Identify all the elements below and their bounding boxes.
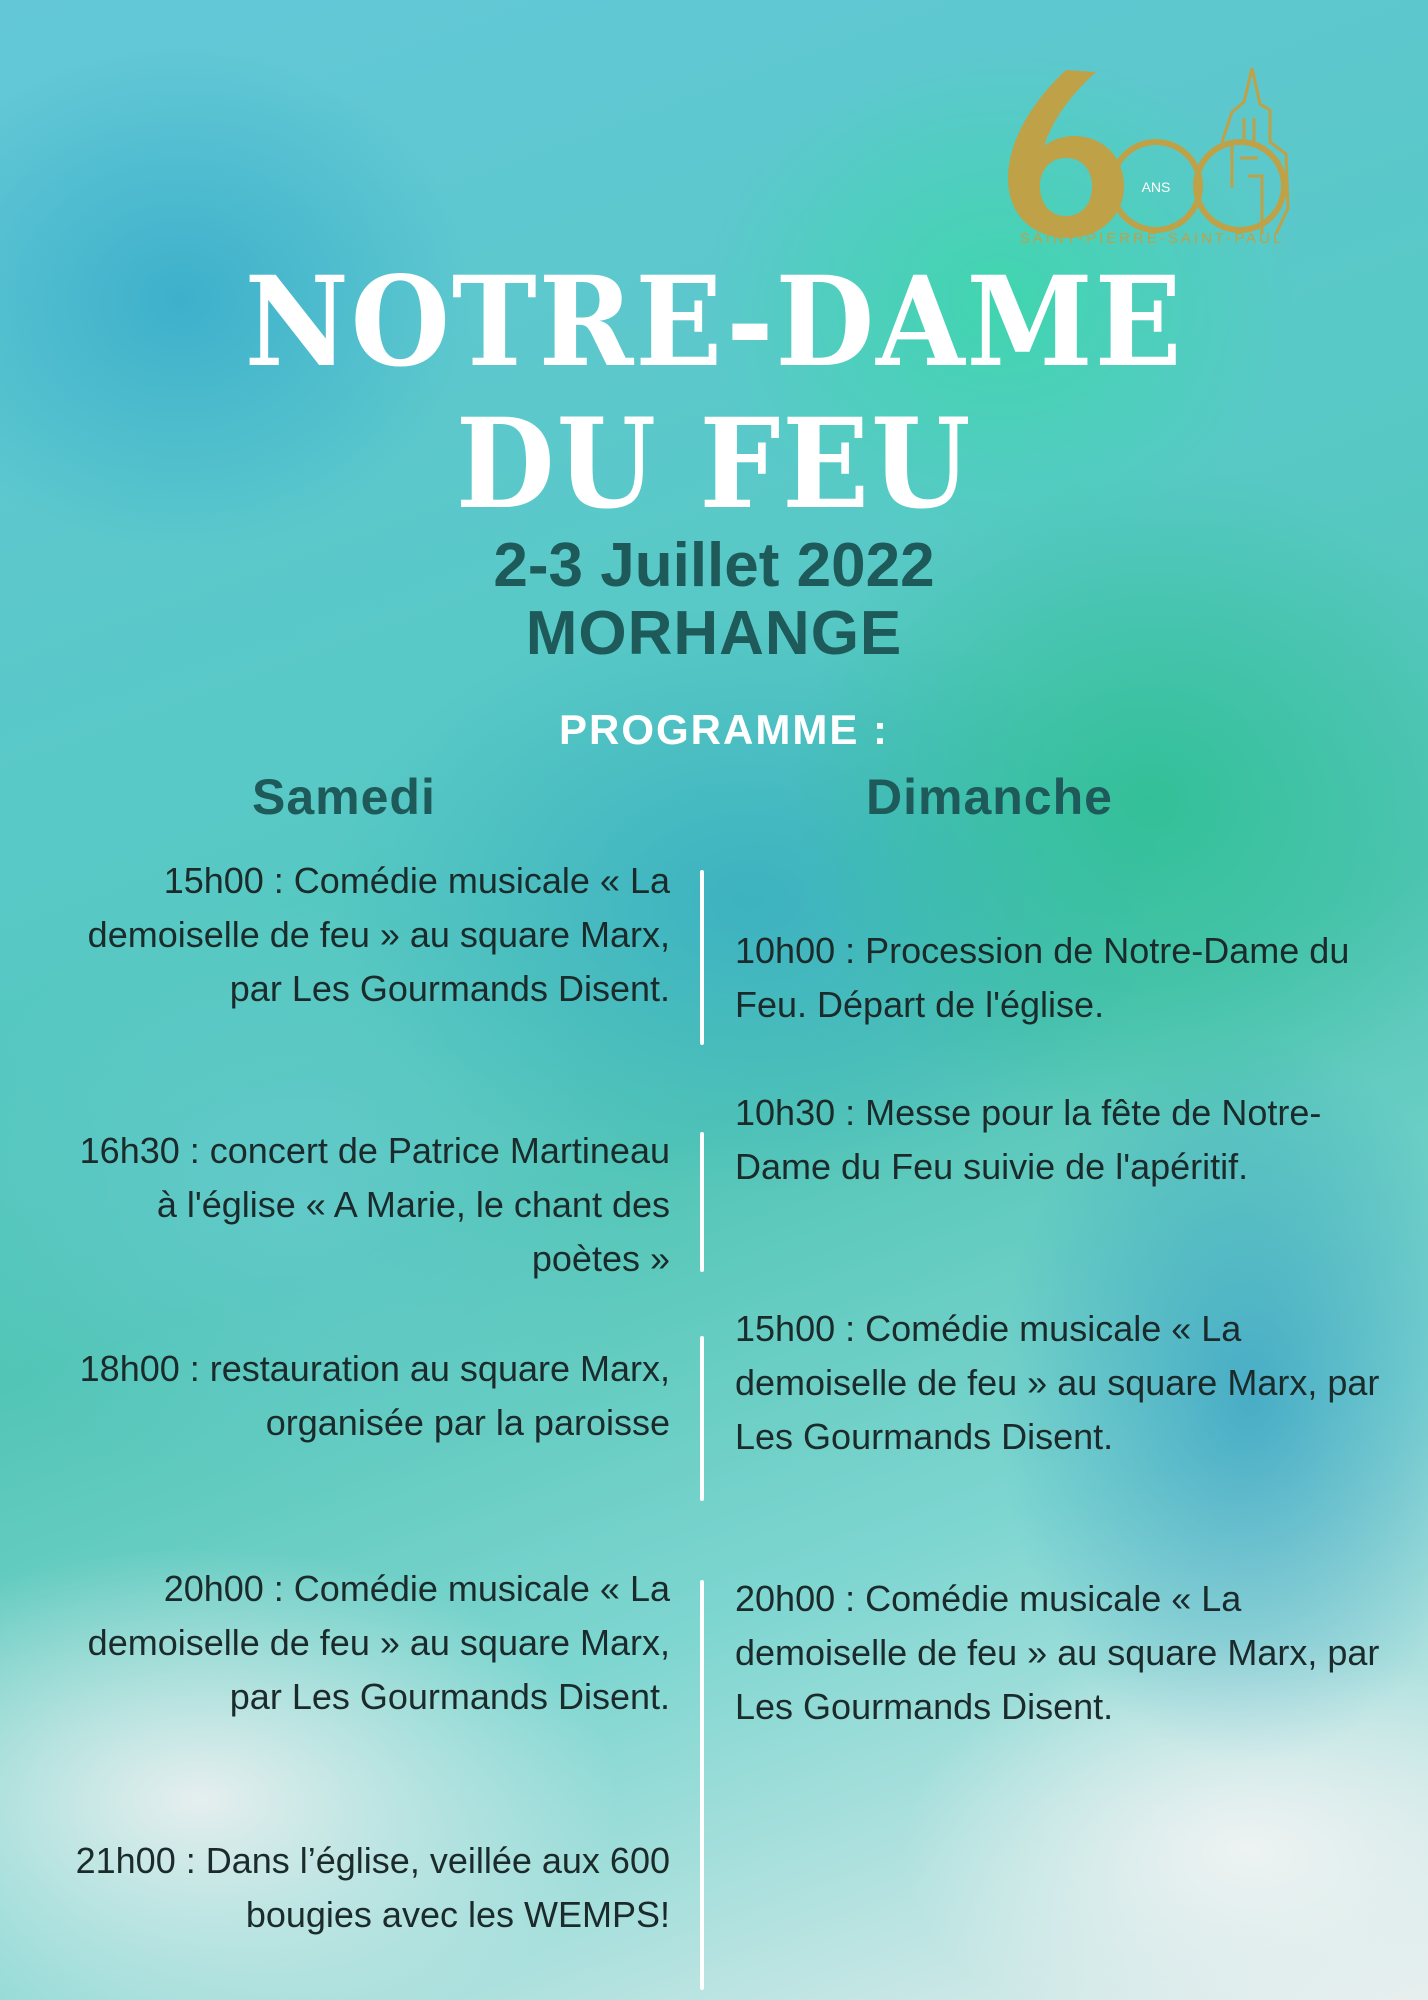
sunday-event: 15h00 : Comédie musicale « La demoiselle de feu » au square Marx, par Les Gourmands Disent. — [735, 1308, 1380, 1457]
600-ans-logo — [996, 58, 1316, 258]
logo-subtitle: SAINT-PIERRE-SAINT-PAUL — [1019, 230, 1285, 247]
logo-ans: ANS — [1141, 179, 1171, 195]
sunday-event: 10h00 : Procession de Notre-Dame du Feu. Départ de l'église. — [735, 930, 1350, 1025]
event-location: MORHANGE — [525, 599, 903, 668]
main-title-line1: NOTRE-DAME — [244, 250, 1184, 395]
column-divider — [700, 1132, 704, 1272]
column-divider — [700, 1580, 704, 1990]
column-divider — [700, 1336, 704, 1501]
programme-heading: PROGRAMME : — [559, 706, 889, 753]
column-divider — [700, 870, 704, 1045]
sunday-heading: Dimanche — [866, 769, 1113, 825]
sunday-event: 20h00 : Comédie musicale « La demoiselle de feu » au square Marx, par Les Gourmands Disent. — [735, 1578, 1380, 1727]
saturday-event: 16h30 : concert de Patrice Martineau à l'église « A Marie, le chant des poètes » — [79, 1130, 670, 1279]
saturday-heading: Samedi — [252, 769, 436, 825]
event-dates: 2-3 Juillet 2022 — [493, 531, 935, 600]
saturday-event: 20h00 : Comédie musicale « La demoiselle de feu » au square Marx, par Les Gourmands Disent. — [87, 1568, 670, 1717]
main-title-line2: DU FEU — [455, 392, 973, 537]
saturday-event: 18h00 : restauration au square Marx, organisée par la paroisse — [79, 1348, 670, 1443]
saturday-event: 21h00 : Dans l’église, veillée aux 600 bougies avec les WEMPS! — [75, 1840, 670, 1935]
saturday-event: 15h00 : Comédie musicale « La demoiselle de feu » au square Marx, par Les Gourmands Disent. — [87, 860, 670, 1009]
sunday-event: 10h30 : Messe pour la fête de Notre-Dame du Feu suivie de l'apéritif. — [735, 1092, 1322, 1187]
